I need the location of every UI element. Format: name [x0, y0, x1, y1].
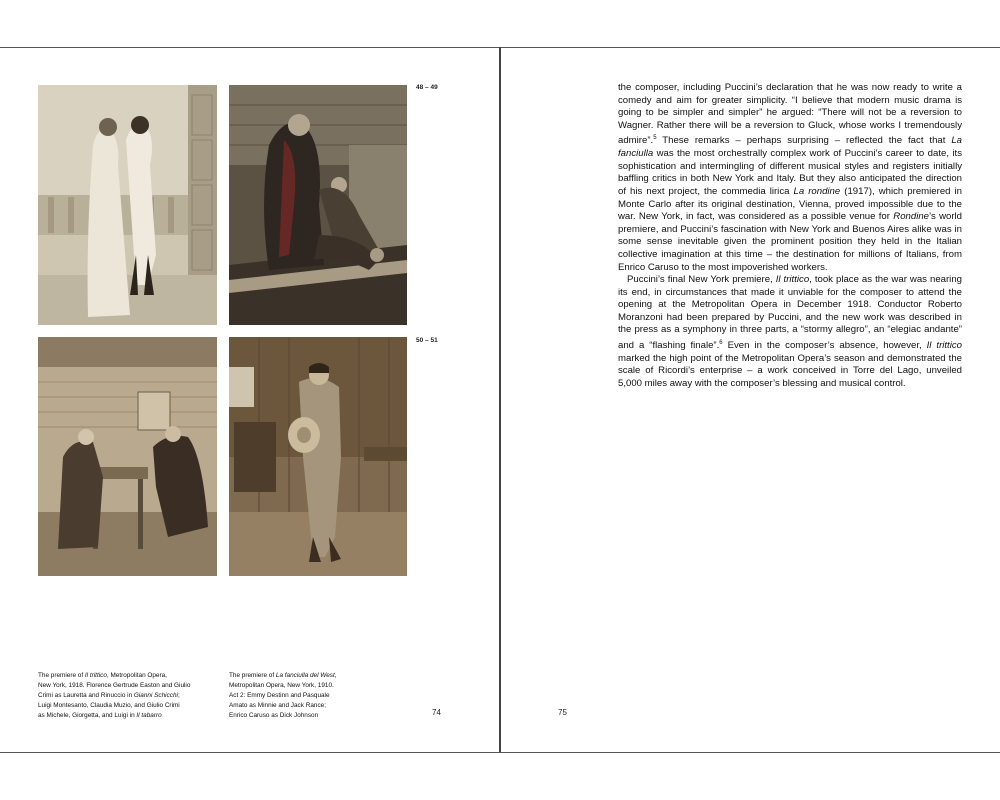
plate-reference-48-49: 48 – 49: [416, 84, 438, 91]
caption-line: Luigi Montesanto, Claudia Muzio, and Giulio Crimi: [38, 702, 180, 709]
caption-line: The premiere of La fanciulla del West,: [229, 672, 337, 679]
caption-line: Amato as Minnie and Jack Rance;: [229, 702, 326, 709]
caption-line: Crimi as Lauretta and Rinuccio in Gianni Schicchi;: [38, 692, 180, 699]
photo-gianni-schicchi: [38, 85, 217, 325]
photo-caruso-dick-johnson: [229, 337, 407, 576]
photo-il-tabarro: [229, 85, 407, 325]
caption-line: as Michele, Giorgetta, and Luigi in Il tabarro: [38, 712, 162, 719]
body-text: [618, 82, 962, 391]
caption-line: Enrico Caruso as Dick Johnson: [229, 712, 319, 719]
body-paragraph: Puccini’s final New York premiere, Il trittico, took place as the war was nearing its end, in circumstances that made it unviable for the composer to attend the opening at the Metropolitan Opera in December 1918. Conductor Roberto Moranzoni had been prepared by Puccini, and the new work was described in the press as a symphony in three parts, a “stormy allegro”, an “elegiac andante” and a “flashing finale”.$^6$ Even in the composer’s absence, however, Il trittico marked the high point of the Metropolitan Opera’s season and demonstrated the scale of Ricordi’s enterprise – a work conceived in Torre del Lago, unveiled 5,000 miles away with the composer’s blessing and musical control.: [618, 274, 962, 390]
page-number-right: 75: [558, 708, 567, 717]
caption-line: The premiere of Il trittico, Metropolitan Opera,: [38, 672, 167, 679]
caption-line: New York, 1918. Florence Gertrude Easton and Giulio: [38, 682, 191, 689]
book-gutter: [499, 47, 501, 752]
caption-line: Metropolitan Opera, New York, 1910.: [229, 682, 334, 689]
caption-la-fanciulla: [229, 671, 419, 721]
plate-reference-50-51: 50 – 51: [416, 337, 438, 344]
photo-fanciulla-card-game: [38, 337, 217, 576]
page-number-left: 74: [432, 708, 441, 717]
caption-line: Act 2: Emmy Destinn and Pasquale: [229, 692, 330, 699]
caption-il-trittico: [38, 671, 228, 721]
body-paragraph: the composer, including Puccini’s declaration that he was now ready to write a comedy and aim for greater simplicity. “I believe that modern music drama is going to be simpler and simpler” he argued: “There will not be a reversion to Wagner. Rather there will be a reversion to Gluck, whose works I tremendously admire”.$^5$ These remarks – perhaps surprising – reflected the fact that La fanciulla was the most orchestrally complex work of Puccini’s career to date, its sophistication and intermingling of different musical styles and registers initially baffling critics in both New York and Italy. But they also anticipated the direction of his next project, the commedia lirica La rondine (1917), which premiered in Monte Carlo after its original destination, Vienna, proved impossible due to the war. New York, in fact, was considered as a possible venue for Rondine’s world premiere, and Puccini’s fascination with New York and Buenos Aires alike was in some sense inevitable given the prominent position they held in the Italian collective imagination at this time – the destination for millions of Italians, from Enrico Caruso to the most impoverished workers.: [618, 82, 962, 273]
